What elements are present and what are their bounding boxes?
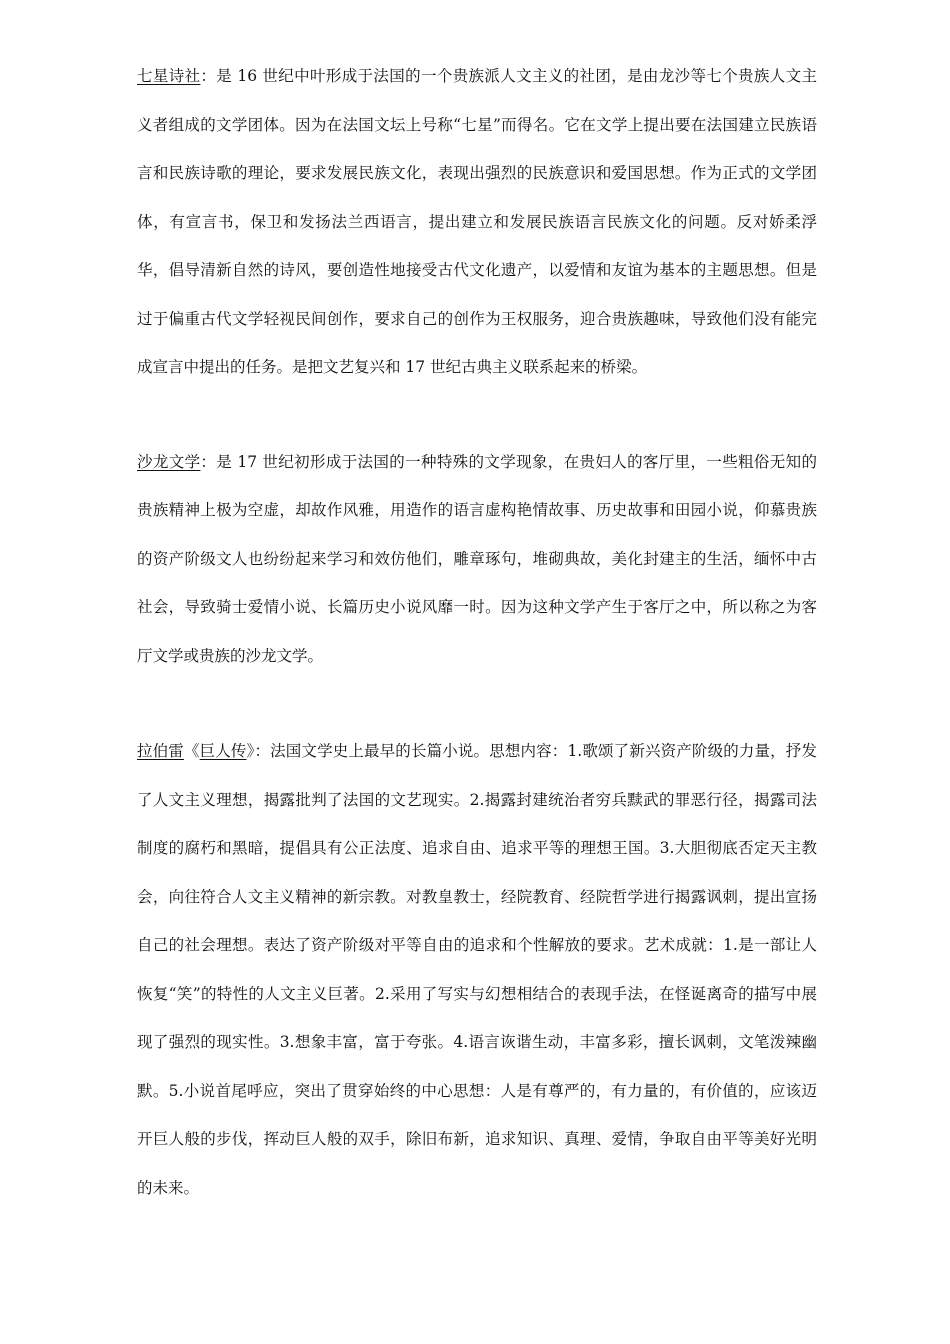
term-separator: ： <box>254 742 271 760</box>
title-open-bracket: 《 <box>183 742 200 760</box>
entry-juren-zhuan <box>137 727 817 1212</box>
document-page <box>137 52 817 1212</box>
title-close-bracket: 》 <box>246 742 255 760</box>
term-work-juren-zhuan: 巨人传 <box>199 742 247 760</box>
term-shalong-wenxue: 沙龙文学 <box>137 452 201 471</box>
entry-qixing-shishe <box>137 52 817 392</box>
entry-body: 是 17 世纪初形成于法国的一种特殊的文学现象，在贵妇人的客厅里，一些粗俗无知的贵族精神上极为空虚，却故作风雅，用造作的语言虚构艳情故事、历史故事和田园小说，仰慕贵族的资产阶级文人也纷纷起来学习和效仿他们，雕章琢句，堆砌典故，美化封建主的生活，缅怀中古社会，导致骑士爱情小说、长篇历史小说风靡一时。因为这种文学产生于客厅之中，所以称之为客厅文学或贵族的沙龙文学。 <box>137 452 817 665</box>
entry-body: 法国文学史上最早的长篇小说。思想内容：1.歌颂了新兴资产阶级的力量，抒发了人文主义理想，揭露批判了法国的文艺现实。2.揭露封建统治者穷兵黩武的罪恶行径，揭露司法制度的腐朽和黑暗，提倡具有公正法度、追求自由、追求平等的理想王国。3.大胆彻底否定天主教会，向往符合人文主义精神的新宗教。对教皇教士，经院教育、经院哲学进行揭露讽刺，提出宣扬自己的社会理想。表达了资产阶级对平等自由的追求和个性解放的要求。艺术成就：1.是一部让人恢复“笑”的特性的人文主义巨著。2.采用了写实与幻想相结合的表现手法，在怪诞离奇的描写中展现了强烈的现实性。3.想象丰富，富于夸张。4.语言诙谐生动，丰富多彩，擅长讽刺，文笔泼辣幽默。5.小说首尾呼应，突出了贯穿始终的中心思想：人是有尊严的，有力量的，有价值的，应该迈开巨人般的步伐，挥动巨人般的双手，除旧布新，追求知识、真理、爱情，争取自由平等美好光明的未来。 <box>137 742 817 1197</box>
entry-shalong-wenxue <box>137 438 817 681</box>
term-separator: ： <box>200 67 217 85</box>
term-qixing-shishe: 七星诗社 <box>137 67 201 85</box>
term-separator: ： <box>200 452 217 471</box>
term-author-rabelais: 拉伯雷 <box>137 742 184 760</box>
entry-body: 是 16 世纪中叶形成于法国的一个贵族派人文主义的社团，是由龙沙等七个贵族人文主义者组成的文学团体。因为在法国文坛上号称“七星”而得名。它在文学上提出要在法国建立民族语言和民族诗歌的理论，要求发展民族文化，表现出强烈的民族意识和爱国思想。作为正式的文学团体，有宣言书，保卫和发扬法兰西语言，提出建立和发展民族语言民族文化的问题。反对娇柔浮华，倡导清新自然的诗风，要创造性地接受古代文化遗产，以爱情和友谊为基本的主题思想。但是过于偏重古代文学轻视民间创作，要求自己的创作为王权服务，迎合贵族趣味，导致他们没有能完成宣言中提出的任务。是把文艺复兴和 17 世纪古典主义联系起来的桥梁。 <box>137 67 817 376</box>
